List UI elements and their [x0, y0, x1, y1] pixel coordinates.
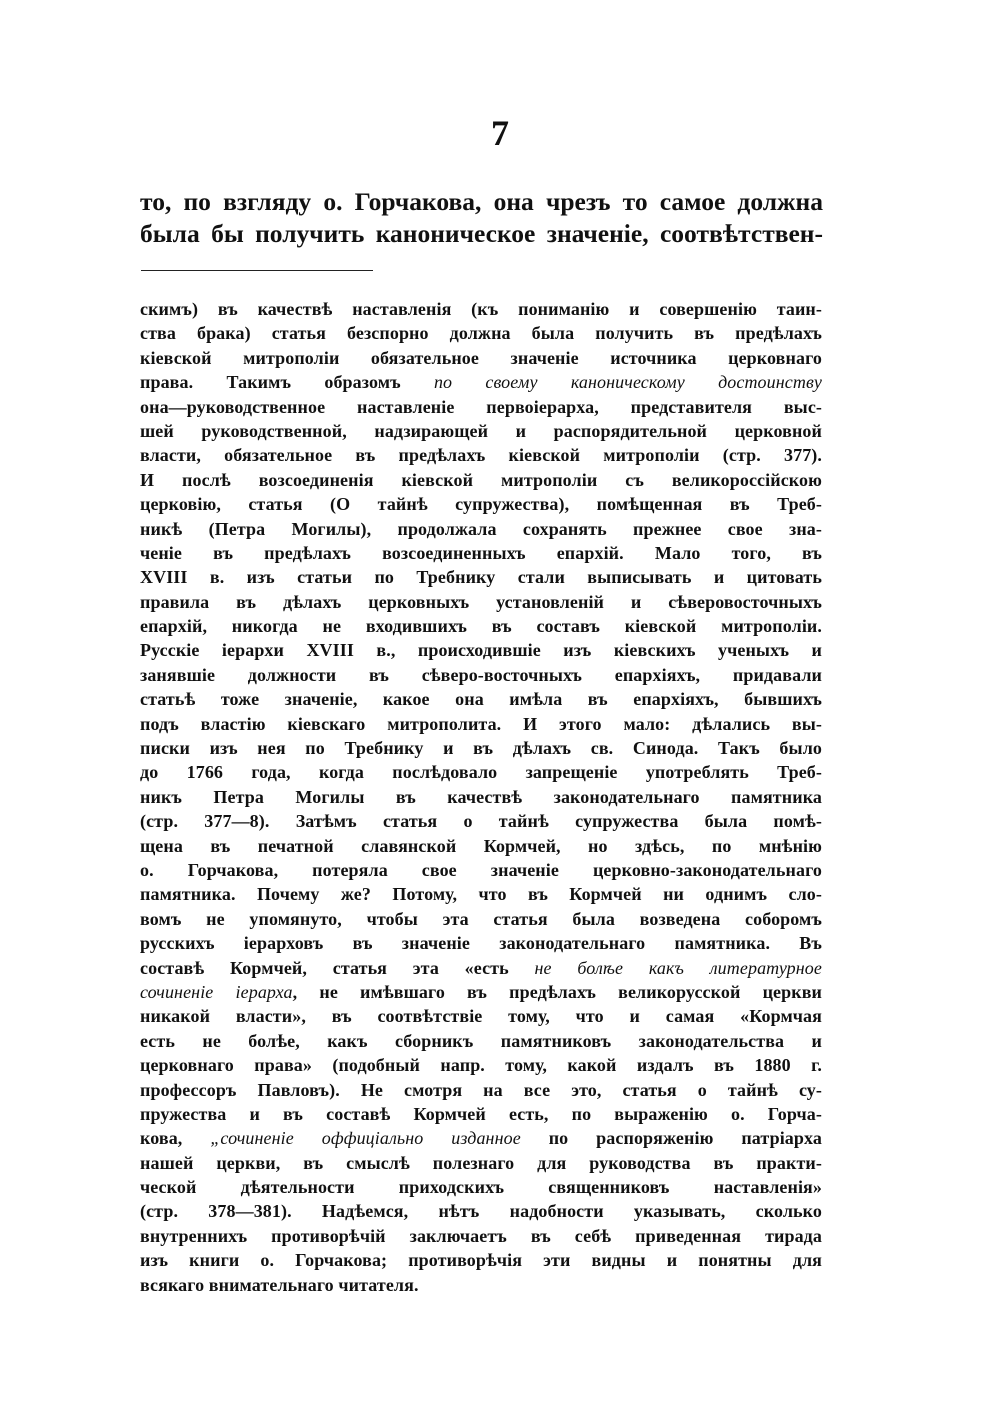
text-segment: нашей церкви, въ смыслѣ полезнаго для руководства въ практи-: [140, 1152, 822, 1173]
text-segment: изъ книги о. Горчакова; противорѣчія эти видны и понятны для: [140, 1250, 822, 1271]
text-segment: церковнаго права» (подобный напр. тому, какой издалъ въ 1880 г.: [140, 1055, 822, 1076]
text-segment: скимъ) въ качествѣ наставленія (къ пониманію и совершенію таин-: [140, 299, 822, 319]
footnote-line: [140, 395, 822, 419]
footnote-line: [140, 1078, 822, 1102]
text-segment: по распоряженію патріарха: [520, 1128, 822, 1149]
text-segment: всякаго внимательнаго читателя.: [140, 1274, 419, 1295]
footnote-line: [140, 468, 822, 492]
text-segment: кіевской митрополіи обязательное значеніе источника церковнаго: [140, 347, 822, 368]
footnote-line: [140, 419, 822, 443]
text-segment: XVIII в. изъ статьи по Требнику стали выписывать и цитовать: [140, 567, 822, 588]
footnote: [140, 297, 822, 1297]
text-segment: кова,: [140, 1128, 211, 1149]
footnote-line: [140, 834, 822, 858]
text-segment: , не имѣвшаго въ предѣлахъ великорусской церкви: [292, 981, 823, 1002]
text-segment: И послѣ возсоединенія кіевской митрополіи съ великороссійскою: [140, 469, 822, 490]
footnote-line: [140, 931, 822, 955]
footnote-line: [140, 492, 822, 516]
footnote-line: [140, 663, 822, 687]
footnote-line: [140, 297, 822, 321]
footnote-line: [140, 956, 822, 980]
footnote-line: [140, 443, 822, 467]
footnote-line: [140, 517, 822, 541]
text-segment: профессоръ Павловъ). Не смотря на все это, статья о тайнѣ су-: [140, 1079, 822, 1100]
footnote-line: [140, 1175, 822, 1199]
footnote-line: [140, 1102, 822, 1126]
footnote-line: [140, 1053, 822, 1077]
text-segment: власти, обязательное въ предѣлахъ кіевской митрополіи (стр. 377).: [140, 445, 822, 466]
footnote-line: [140, 907, 822, 931]
footnote-line: [140, 687, 822, 711]
main-text-line: была бы получить каноническое значеніе, соотвѣтствен-: [140, 219, 823, 248]
text-segment: русскихъ іерарховъ въ значеніе законодательнаго памятника. Въ: [140, 933, 822, 954]
text-segment: внутреннихъ противорѣчій заключаетъ въ себѣ приведенная тирада: [140, 1225, 822, 1246]
text-segment: епархій, никогда не входившихъ въ составъ кіевской митрополіи.: [140, 616, 822, 637]
footnote-line: [140, 980, 822, 1004]
footnote-line: [140, 1004, 822, 1028]
text-segment: занявшіе должности въ сѣверо-восточныхъ епархіяхъ, придавали: [140, 664, 822, 685]
footnote-line: [140, 614, 822, 638]
text-segment: никъ Петра Могилы въ качествѣ законодательнаго памятника: [140, 786, 822, 807]
footnote-line: [140, 712, 822, 736]
text-segment: до 1766 года, когда послѣдовало запрещеніе употреблять Треб-: [140, 762, 822, 783]
page-number: 7: [491, 113, 509, 153]
italic-text: не болѣе какъ литературное: [534, 957, 822, 978]
footnote-line: [140, 858, 822, 882]
text-segment: вомъ не упомянуто, чтобы эта статья была возведена соборомъ: [140, 908, 822, 929]
italic-text: по своему каноническому достоинству: [433, 372, 822, 393]
footnote-divider: [141, 270, 373, 271]
text-segment: никѣ (Петра Могилы), продолжала сохранять прежнее свое зна-: [140, 518, 822, 539]
text-segment: правила въ дѣлахъ церковныхъ установленій и сѣверовосточныхъ: [140, 591, 822, 612]
footnote-line: [140, 785, 822, 809]
text-segment: права. Такимъ образомъ: [140, 372, 434, 393]
footnote-line: [140, 1199, 822, 1223]
text-segment: статьѣ тоже значеніе, какое она имѣла въ епархіяхъ, бывшихъ: [140, 689, 822, 710]
text-segment: (стр. 377—8). Затѣмъ статья о тайнѣ супружества была помѣ-: [140, 811, 822, 832]
footnote-line: [140, 882, 822, 906]
footnote-line: [140, 321, 822, 345]
text-segment: щена въ печатной славянской Кормчей, но здѣсь, по мнѣнію: [140, 835, 822, 856]
footnote-line: [140, 736, 822, 760]
footnote-line: [140, 760, 822, 784]
text-segment: она—руководственное наставленіе первоіерарха, представителя выс-: [140, 396, 822, 417]
footnote-line: [140, 1151, 822, 1175]
main-text: [140, 186, 823, 250]
text-segment: никакой власти», въ соотвѣтствіе тому, что и самая «Кормчая: [140, 1006, 822, 1027]
text-segment: ченіе въ предѣлахъ возсоединенныхъ епархій. Мало того, въ: [140, 542, 822, 563]
text-segment: писки изъ нея по Требнику и въ дѣлахъ св. Синода. Такъ было: [140, 738, 822, 759]
footnote-line: [140, 1224, 822, 1248]
text-segment: составѣ Кормчей, статья эта «есть: [140, 957, 535, 978]
footnote-line: [140, 809, 822, 833]
footnote-line: [140, 1029, 822, 1053]
text-segment: есть не болѣе, какъ сборникъ памятниковъ законодательства и: [140, 1030, 822, 1051]
text-segment: шей руководственной, надзирающей и распорядительной церковной: [140, 420, 822, 441]
text-segment: памятника. Почему же? Потому, что въ Кормчей ни однимъ сло-: [140, 884, 822, 905]
italic-text: сочиненіе іерарха: [140, 981, 293, 1002]
text-segment: (стр. 378—381). Надѣемся, нѣтъ надобности указывать, сколько: [140, 1201, 822, 1222]
footnote-line: [140, 1126, 822, 1150]
footnote-line: [140, 1273, 822, 1297]
footnote-line: [140, 346, 822, 370]
footnote-line: [140, 565, 822, 589]
text-segment: ства брака) статья безспорно должна была получить въ предѣлахъ: [140, 323, 822, 344]
footnote-line: [140, 590, 822, 614]
text-segment: ческой дѣятельности приходскихъ священниковъ наставленія»: [140, 1177, 822, 1198]
text-segment: церковію, статья (О тайнѣ супружества), помѣщенная въ Треб-: [140, 494, 822, 515]
text-segment: пружества и въ составѣ Кормчей есть, по выраженію о. Горча-: [140, 1103, 822, 1124]
text-segment: подъ властію кіевскаго митрополита. И этого мало: дѣлались вы-: [140, 713, 822, 734]
footnote-line: [140, 638, 822, 662]
italic-text: „сочиненіе оффиціально изданное: [210, 1128, 521, 1149]
main-text-line: то, по взгляду о. Горчакова, она чрезъ то самое должна: [140, 187, 823, 216]
text-segment: о. Горчакова, потеряла свое значеніе церковно-законодательнаго: [140, 859, 822, 880]
footnote-line: [140, 370, 822, 394]
text-segment: Русскіе іерархи XVIII в., происходившіе изъ кіевскихъ ученыхъ и: [140, 640, 822, 661]
footnote-line: [140, 1248, 822, 1272]
footnote-line: [140, 541, 822, 565]
